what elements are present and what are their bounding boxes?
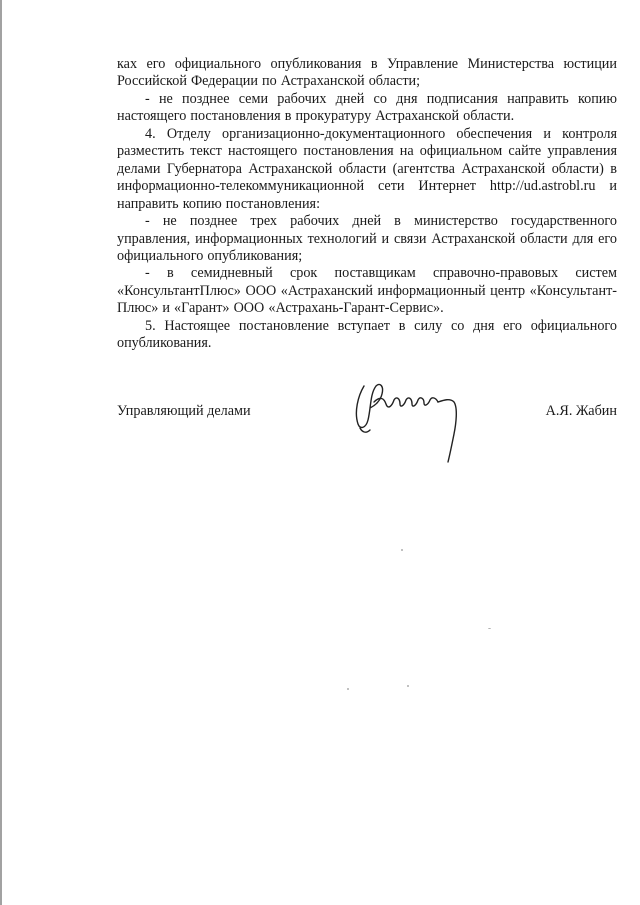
scan-speck (407, 685, 409, 687)
signatory-name: А.Я. Жабин (545, 403, 617, 419)
signatory-title: Управляющий делами (117, 403, 251, 419)
handwritten-signature (340, 372, 470, 464)
scan-edge (0, 0, 2, 905)
scan-speck (401, 549, 403, 551)
paragraph-item-4: 4. Отделу организационно-документационного обеспечения и контроля разместить текст настоящего постановления на официальном сайте управления делами Губернатора Астраханской области (агентства Астраханской области) в информационно-телекоммуникационной сети Интернет http://ud.astrobl.ru и направить копию постановления: (117, 125, 617, 212)
scan-speck (488, 628, 491, 629)
document-body (117, 56, 617, 353)
paragraph-ministry-copy: - не позднее трех рабочих дней в министерство государственного управления, информационных технологий и связи Астраханской области для его официального опубликования; (117, 213, 617, 264)
paragraph-continuation: ках его официального опубликования в Управление Министерства юстиции Российской Федерации по Астраханской области; (117, 56, 617, 90)
scan-speck (347, 688, 349, 690)
paragraph-legal-systems: - в семидневный срок поставщикам справочно-правовых систем «КонсультантПлюс» ООО «Астраханский информационный центр «Консультант-Плюс» и «Гарант» ООО «Астрахань-Гарант-Сервис». (117, 265, 617, 317)
paragraph-prosecutor-copy: - не позднее семи рабочих дней со дня подписания направить копию настоящего постановления в прокуратуру Астраханской области. (117, 90, 617, 125)
paragraph-item-5: 5. Настоящее постановление вступает в силу со дня его официального опубликования. (117, 317, 617, 352)
